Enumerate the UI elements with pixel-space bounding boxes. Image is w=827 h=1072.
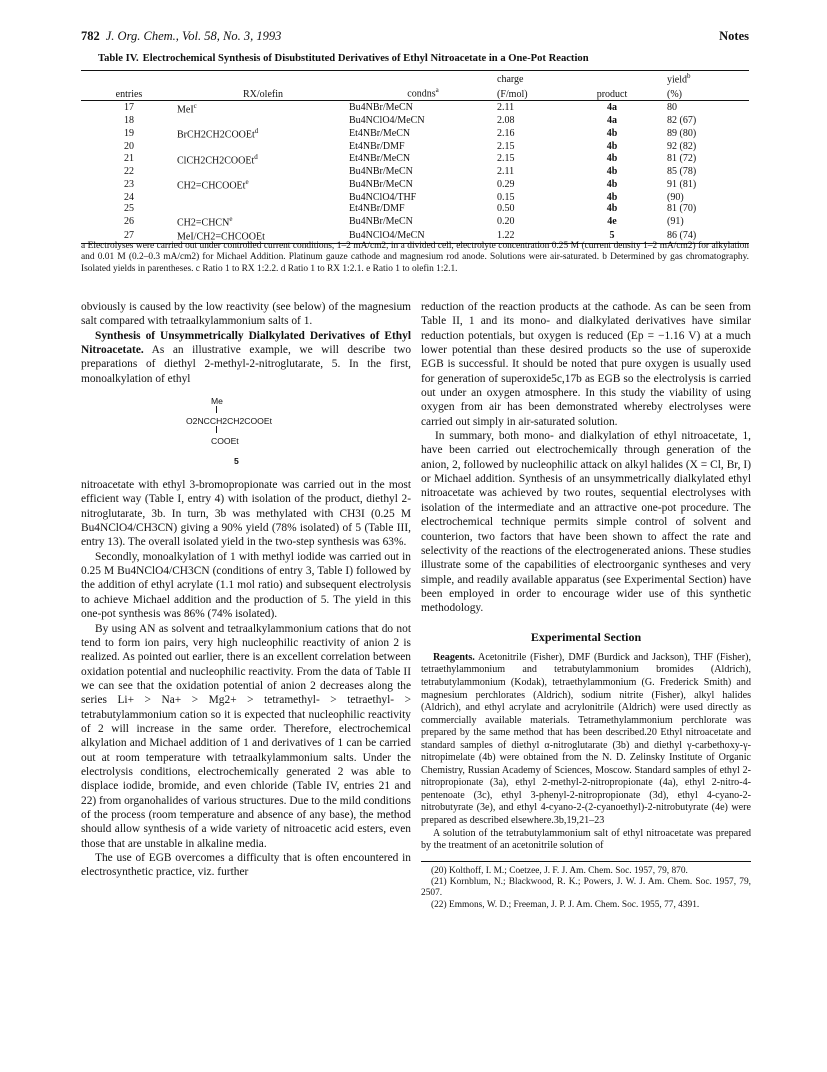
left-column: [81, 300, 411, 880]
page-number: 782: [81, 29, 100, 43]
running-header: [81, 29, 749, 47]
cell-condns: Bu4NClO4/MeCN: [349, 228, 497, 243]
table-body: [81, 100, 749, 243]
cell-charge: 0.15: [497, 191, 515, 203]
cell-condns: Et4NBr/DMF: [349, 140, 405, 152]
cell-rx: [177, 203, 349, 214]
right-column: [421, 300, 751, 911]
cell-entry: 25: [124, 202, 134, 214]
cell-product: 5: [557, 228, 667, 243]
reference-item: (20) Kolthoff, I. M.; Coetzee, J. F. J. Am. Chem. Soc. 1957, 79, 870.: [431, 865, 688, 876]
paragraph: A solution of the tetrabutylammonium salt of ethyl nitroacetate was prepared by the treatment of an acetonitrile solution of: [421, 827, 751, 852]
cell-product: 4b: [606, 191, 618, 203]
paragraph: obviously is caused by the low reactivity (see below) of the magnesium salt compared with tetraalkylammonium salts of 1.: [81, 301, 411, 328]
paragraph: reduction of the reaction products at the cathode. As can be seen from Table II, 1 and its mono- and dialkylated derivatives have similar reduction potentials, but oxygen is reduced (Ep = −1.16 V) at a much lower potential than these desired products so the use of superoxide EGB is successful. It should be noted that pure oxygen is usually used for generation of superoxide5c,17b as EGB so the electrolysis is carried out under an oxygen atmosphere. In this study the viability of using oxygen from air has been demonstrated whereby electrolyses were carried out simply in air-saturated solution.: [421, 301, 751, 428]
subsection-heading: Synthesis of Unsymmetrically Dialkylated Derivatives of Ethyl Nitroacetate.: [81, 329, 411, 357]
cell-charge: 2.15: [497, 153, 515, 165]
table-row: [81, 126, 749, 140]
structure-cooet: COOEt: [211, 436, 239, 447]
table-row: [81, 166, 749, 177]
col-charge-bottom: (F/mol): [497, 85, 557, 100]
paragraph: In summary, both mono- and dialkylation of ethyl nitroacetate, 1, have been carried out electrochemically through generation of the anion, 2, followed by nucleophilic attack on alkyl halides (X = Cl, Br, I) or Michael addition. Synthesis of an unsymmetrically dialkylated ethyl nitroacetate was achieved by two routes, sequential electrolyses with isolation of the intermediate and an attractive one-pot procedure. The electrochemical technique permits simple control of solvent and counterion, two factors that have been shown to affect the rate and selectivity of the reactions of the electrogenerated anions. These studies illustrate some of the capabilities of electroorganic syntheses and very simple, and readily available apparatus (see Experimental Section) have been employed in order to encourage wider use of this synthetic methodology.: [421, 430, 751, 615]
cell-entry: 19: [124, 127, 134, 139]
cell-condns: Bu4NBr/MeCN: [349, 166, 413, 178]
cell-condns: Et4NBr/MeCN: [349, 127, 411, 139]
references: [421, 861, 751, 911]
cell-rx: MeI$^c$: [177, 101, 197, 115]
cell-rx: ClCH2CH2COOEt$^d$: [177, 152, 258, 167]
structure-me: Me: [211, 396, 223, 407]
table-title: Electrochemical Synthesis of Disubstituted Derivatives of Ethyl Nitroacetate in a One-Pot Reaction: [142, 53, 589, 64]
section-name: Notes: [719, 29, 749, 43]
results-table: [81, 70, 749, 244]
cell-rx: [177, 192, 349, 203]
cell-entry: 21: [124, 153, 134, 165]
cell-rx: MeI/CH2=CHCOOEt: [177, 228, 349, 243]
cell-yield: 82 (67): [667, 115, 697, 127]
cell-entry: 24: [124, 191, 134, 203]
paragraph: The use of EGB overcomes a difficulty that is often encountered in electrosynthetic practice, viz. further: [81, 852, 411, 879]
cell-yield: 81 (72): [667, 153, 697, 165]
cell-entry: 20: [124, 140, 134, 152]
paragraph: By using AN as solvent and tetraalkylammonium cations that do not tend to form ion pairs, very high nucleophilic reactivity of anion 2 is realized. As pointed out earlier, there is an excellent correlation between oxidation potential and nucleophilic reactivity. From the data of Table II we can see that the oxidation potential of anion 2 decreases along the series Li+ > Na+ > Mg2+ > tetramethyl- > tetraethyl- > tetrabutylammonium cation so it is expected that nucleophilic reactivity of 2 will increase in the same order. Therefore, electrochemical alkylation and Michael addition of 1 and derivatives of 1 can be carried out at room temperature with tetraalkylammonium salts. Under the electrolysis conditions, electrochemically generated 2 was able to displace iodide, bromide, and even chloride (Table IV, entries 21 and 22) from organohalides of various structures. Due to the mild conditions of the process (room temperature and absence of any base), the method should allow synthesis of a wide variety of nitroacetic acid esters, even those that are unstable in alkaline media.: [81, 622, 411, 850]
experimental-text: [421, 652, 751, 853]
cell-yield: 89 (80): [667, 127, 697, 139]
cell-rx: $CH2=CHCN^e$: [177, 214, 233, 229]
table-footnotes: a Electrolyses were carried out under controlled current conditions, 1–2 mA/cm2, in a divided cell, electrolyte concentration 0.25 M (current density 1–2 mA/cm2) for alkylation and 0.01 M (0.2–0.3 mA/cm2) for Michael Addition. Platinum gauze cathode and magnesium rod anode. Solutions were air-saturated. b Determined by gas chromatography. Isolated yields in parentheses. c Ratio 1 to RX 1:2.2. d Ratio 1 to RX 1:2.1. e Ratio 1 to olefin 1:2.1.: [81, 241, 749, 274]
cell-product: 4b: [606, 127, 618, 139]
cell-condns: Et4NBr/DMF: [349, 202, 405, 214]
reference-item: (21) Kornblum, N.; Blackwood, R. K.; Powers, J. W. J. Am. Chem. Soc. 1957, 79, 2507.: [421, 876, 751, 899]
header-left: [81, 29, 281, 44]
cell-yield: (90): [667, 191, 684, 203]
cell-yield: 86 (74): [667, 228, 749, 243]
cell-charge: 0.50: [497, 202, 515, 214]
cell-condns: Bu4NBr/MeCN: [349, 102, 413, 114]
cell-product: 4a: [607, 115, 617, 127]
cell-entry: 18: [124, 115, 134, 127]
cell-charge: 0.29: [497, 178, 515, 190]
table-row: [81, 203, 749, 214]
cell-yield: 80: [667, 102, 677, 114]
cell-rx: [177, 166, 349, 177]
cell-product: 4a: [607, 102, 617, 114]
table-label: Table IV.: [98, 53, 139, 64]
chemical-structure-5: [81, 386, 411, 478]
paragraph: nitroacetate with ethyl 3-bromopropionate was carried out in the most efficient way (Table I, entry 4) with isolation of the product, diethyl 2-nitroglutarate, 3b. In turn, 3b was methylated with CH3I (0.25 M Bu4NClO4/CH3CN) giving a 90% yield (78% isolated) of 5 (Table III, entry 13). The overall isolated yield in the two-step synthesis was 63%.: [81, 479, 411, 549]
cell-yield: 92 (82): [667, 140, 697, 152]
col-charge-top: charge: [497, 71, 557, 86]
cell-charge: 2.16: [497, 127, 515, 139]
cell-entry: 27: [81, 228, 177, 243]
cell-rx: [177, 115, 349, 126]
col-yield-bottom: (%): [667, 85, 749, 100]
cell-rx: [177, 141, 349, 152]
cell-yield: 81 (70): [667, 202, 697, 214]
cell-entry: 26: [124, 215, 134, 227]
cell-yield: 85 (78): [667, 166, 697, 178]
cell-charge: 2.15: [497, 140, 515, 152]
reference-item: (22) Emmons, W. D.; Freeman, J. P. J. Am. Chem. Soc. 1955, 77, 4391.: [431, 899, 700, 910]
paragraph: Synthesis of Unsymmetrically Dialkylated Derivatives of Ethyl Nitroacetate. As an illustrative example, we will describe two preparations of diethyl 2-methyl-2-nitroglutarate, 5. In the first, monoalkylation of ethyl: [81, 329, 412, 385]
col-condns: condns$^a$: [349, 85, 497, 100]
table-row: [81, 214, 749, 228]
cell-product: 4e: [607, 215, 617, 227]
cell-rx: CH2=CHCOOEt$^e$: [177, 178, 249, 192]
cell-charge: 2.11: [497, 102, 515, 114]
cell-product: 4b: [606, 202, 618, 214]
cell-rx: BrCH2CH2COOEt$^d$: [177, 127, 259, 141]
table-row: [81, 192, 749, 203]
cell-charge: 2.08: [497, 115, 515, 127]
cell-condns: Bu4NClO4/MeCN: [349, 115, 425, 127]
cell-product: 4b: [606, 166, 618, 178]
cell-product: 4b: [606, 140, 618, 152]
col-product: product: [557, 85, 667, 100]
cell-entry: 23: [124, 178, 134, 190]
cell-product: 4b: [606, 153, 618, 165]
cell-product: 4b: [606, 178, 618, 190]
cell-condns: Bu4NBr/MeCN: [349, 215, 413, 227]
cell-charge: 2.11: [497, 166, 515, 178]
col-yield-top: yield$^b$: [667, 71, 749, 86]
table-row: [81, 100, 749, 115]
paragraph: Reagents. Acetonitrile (Fisher), DMF (Burdick and Jackson), THF (Fisher), tetraethylammonium and tetrabutylammonium bromides (Aldrich), tetrabutylammonium (Kodak), tetraethylammonium (G. Frederick Smith) and magnesium perchlorates (Aldrich), sodium nitrite (Fisher), alkyl halides (Aldrich), and ethyl acrylate and acrylonitrile (Aldrich) were used directly as commercially available materials. Tetramethylammonium perchlorate was prepared by the same method that has been described.20 Ethyl nitroacetate and standard samples of diethyl α-nitroglutarate (3b) and diethyl γ-carbethoxy-γ-nitropimelate (4b) were obtained from the N. D. Zelinsky Institute of Organic Chemistry, Russian Academy of Sciences, Moscow. Standard samples of ethyl 2-nitropropionate (3a), ethyl 2-methyl-2-nitropropionate (4a), ethyl 2-nitro-4-pentenoate (3c), ethyl 3-phenyl-2-nitropropionate (3d), ethyl 4-cyano-2-nitrobutyrate (3e), and ethyl 4-cyano-2-(2-cyanoethyl)-2-nitrobutyrate (4e) were prepared as described elsewhere.3b,19,21–23: [421, 651, 751, 827]
cell-yield: (91): [667, 215, 684, 227]
col-rx: RX/olefin: [177, 85, 349, 100]
structure-number: 5: [234, 456, 239, 467]
cell-charge: 1.22: [497, 228, 557, 243]
cell-condns: Et4NBr/MeCN: [349, 153, 411, 165]
table-caption: [98, 53, 758, 64]
cell-yield: 91 (81): [667, 178, 697, 190]
structure-main-chain: O2NCCH2CH2COOEt: [186, 416, 272, 427]
cell-entry: 22: [124, 166, 134, 178]
reagents-heading: Reagents.: [433, 651, 475, 663]
cell-condns: Bu4NClO4/THF: [349, 191, 417, 203]
table-row: [81, 152, 749, 166]
col-entries: entries: [81, 85, 177, 100]
table-row: [81, 177, 749, 191]
paragraph: Secondly, monoalkylation of 1 with methyl iodide was carried out in 0.25 M Bu4NClO4/CH3CN (conditions of entry 3, Table I) followed by the addition of ethyl acrylate (1.1 mol ratio) and subsequent electrolysis to achieve Michael addition and the production of 5. The yield in this one-pot synthesis was 86% (74% isolated).: [81, 550, 411, 621]
table-row: [81, 141, 749, 152]
table-row: [81, 115, 749, 126]
journal-citation: J. Org. Chem., Vol. 58, No. 3, 1993: [105, 29, 282, 43]
cell-entry: 17: [124, 102, 134, 114]
section-title: Experimental Section: [530, 629, 642, 644]
cell-condns: Bu4NBr/MeCN: [349, 178, 413, 190]
cell-charge: 0.20: [497, 215, 515, 227]
